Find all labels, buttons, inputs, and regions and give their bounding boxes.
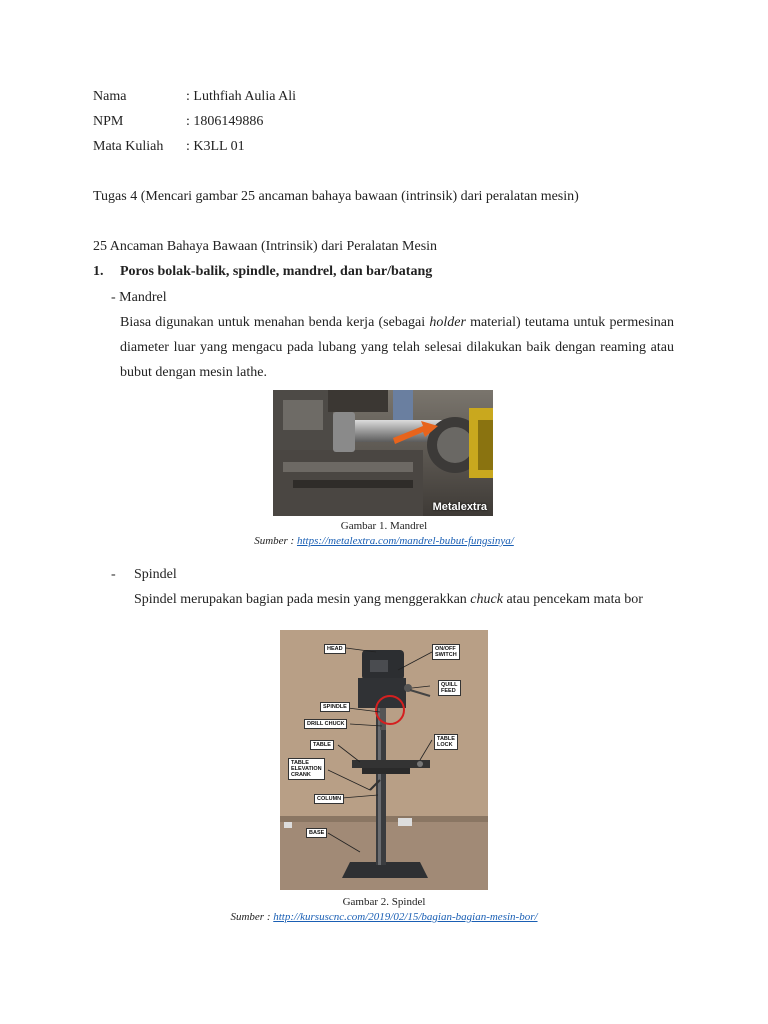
figure1-source: Sumber : https://metalextra.com/mandrel-bubut-fungsinya/ xyxy=(254,535,514,547)
spindel-paragraph: Spindel merupakan bagian pada mesin yang menggerakkan chuck atau pencekam mata bor xyxy=(134,592,643,607)
mata-kuliah-value: : K3LL 01 xyxy=(186,139,245,154)
section-title: 25 Ancaman Bahaya Bawaan (Intrinsik) dari Peralatan Mesin xyxy=(93,239,438,254)
figure1-caption: Gambar 1. Mandrel xyxy=(340,520,428,532)
metalextra-watermark: Metalextra xyxy=(432,501,487,513)
spindel-image xyxy=(280,630,488,890)
figure2-caption: Gambar 2. Spindel xyxy=(342,896,426,908)
nama-label: Nama xyxy=(93,89,127,104)
mandrel-image xyxy=(273,390,493,516)
figure2-source-link[interactable]: http://kursuscnc.com/2019/02/15/bagian-bagian-mesin-bor/ xyxy=(273,911,538,923)
mandrel-paragraph: Biasa digunakan untuk menahan benda kerja (sebagai holder material) teutama untuk permesinan diameter luar yang mengacu pada lubang yang telah selesai dilakukan baik dengan reaming atau bubut dengan mesin lathe. xyxy=(120,315,674,380)
mandrel-heading: - Mandrel xyxy=(111,290,167,305)
mandrel-photo xyxy=(273,390,493,516)
label-spindle: SPINDLE xyxy=(320,702,350,712)
npm-label: NPM xyxy=(93,114,124,129)
label-table-lock: TABLE LOCK xyxy=(434,734,458,750)
figure1-source-link[interactable]: https://metalextra.com/mandrel-bubut-fungsinya/ xyxy=(296,535,514,547)
spindel-bullet: - xyxy=(111,567,116,582)
figure2-source: Sumber : http://kursuscnc.com/2019/02/15/bagian-bagian-mesin-bor/ xyxy=(230,911,538,923)
label-base: BASE xyxy=(306,828,327,838)
label-quill-feed: QUILL FEED xyxy=(438,680,461,696)
item-number: 1. xyxy=(93,264,104,279)
label-drill-chuck: DRILL CHUCK xyxy=(304,719,347,729)
assignment-title: Tugas 4 (Mencari gambar 25 ancaman bahaya bawaan (intrinsik) dari peralatan mesin) xyxy=(93,189,579,204)
mata-kuliah-label: Mata Kuliah xyxy=(93,139,164,154)
spindel-heading: Spindel xyxy=(134,567,177,582)
item-title: Poros bolak-balik, spindle, mandrel, dan bar/batang xyxy=(120,264,433,279)
label-table-elevation-crank: TABLE ELEVATION CRANK xyxy=(288,758,325,780)
nama-value: : Luthfiah Aulia Ali xyxy=(186,89,297,104)
npm-value: : 1806149886 xyxy=(186,114,264,129)
label-column: COLUMN xyxy=(314,794,344,804)
label-onoff-switch: ON/OFF SWITCH xyxy=(432,644,460,660)
label-table: TABLE xyxy=(310,740,334,750)
label-head: HEAD xyxy=(324,644,346,654)
